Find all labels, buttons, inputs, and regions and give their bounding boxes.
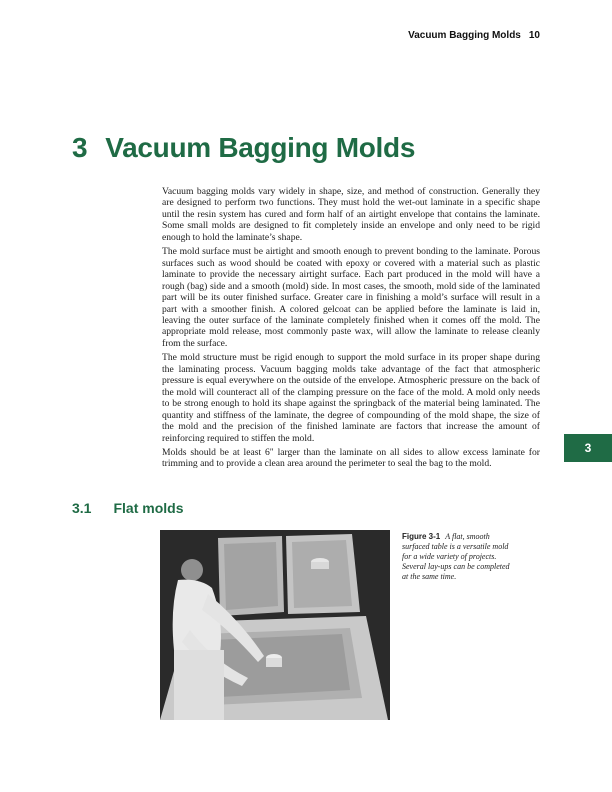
chapter-title-text: Vacuum Bagging Molds [105,132,416,163]
figure-caption [402,532,514,582]
running-title: Vacuum Bagging Molds [408,30,521,41]
section-number: 3.1 [72,500,92,516]
chapter-tab-marker: 3 [564,434,612,462]
chapter-number: 3 [72,132,88,163]
paragraph: Molds should be at least 6" larger than the laminate on all sides to allow excess laminate for trimming and to provide a clean area around the perimeter to seal the bag to the mold. [162,446,540,470]
figure-photo [160,530,390,720]
paragraph: The mold structure must be rigid enough to support the mold surface in its proper shape during the laminating process. Vacuum bagging molds take advantage of the fact that atmospheric pressure is equal everywhere on the outside of the envelope. Atmospheric pressure on the back of the mold will counteract all of the clamping pressure on the face of the mold. A mold only needs to be strong enough to hold its shape against the springback of the material being laminated. The quantity and stiffness of the laminate, the degree of compounding of the mold shape, the size of the mold and the precision of the finished laminate are factors that increase the amount of reinforcing required to stiffen the mold. [162,352,540,444]
figure-caption-text: A flat, smooth surfaced table is a versatile mold for a wide variety of projects. Several lay-ups can be completed at the same time. [402,532,510,581]
chapter-title [72,132,415,164]
paragraph: The mold surface must be airtight and smooth enough to prevent bonding to the laminate. Porous surfaces such as wood should be coated with epoxy or covered with a material such as plastic laminate to provide the necessary airtight surface. Each part produced in the mold will have a rough (bag) side and a smooth (mold) side. In most cases, the smooth, mold side of the laminated part will be its outer finished surface. Greater care in finishing a mold’s surface will result in a part with a smoother finish. A colored gelcoat can be applied before the laminate is laid in, leaving the outer surface of the laminate completely finished when it comes off the mold. The appropriate mold release, most commonly paste wax, will allow the laminate to release cleanly from the surface. [162,246,540,349]
paragraph: Vacuum bagging molds vary widely in shape, size, and method of construction. Generally they are designed to perform two functions. They must hold the wet-out laminate in a specific shape until the resin system has cured and form half of an airtight envelope that contains the laminate. Some small molds are designed to fit completely inside an envelope and only need to be rigid enough to hold the laminate’s shape. [162,186,540,243]
page-number: 10 [528,30,540,41]
section-heading [72,500,183,516]
running-header [408,30,540,41]
photo-illustration [160,530,390,720]
section-title: Flat molds [113,500,184,516]
body-text [162,186,540,473]
figure-label: Figure 3-1 [402,532,441,541]
